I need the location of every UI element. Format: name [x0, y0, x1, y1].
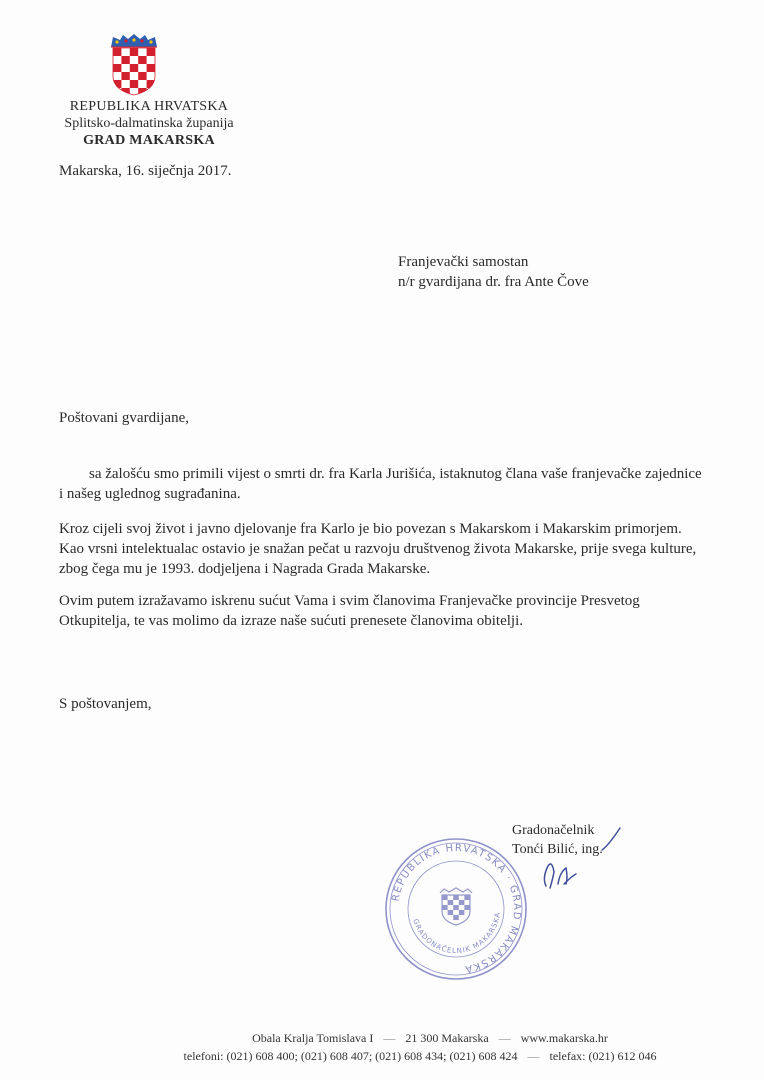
- paragraph-1-text: sa žalošću smo primili vijest o smrti dr. fra Karla Jurišića, istaknutog člana vaše franjevačke zajednice i našeg uglednog sugrađanina.: [59, 466, 702, 502]
- letter-date: Makarska, 16. siječnja 2017.: [59, 163, 232, 179]
- signatory-title: Gradonačelnik: [512, 823, 595, 838]
- letterhead-county: Splitsko-dalmatinska županija: [64, 116, 234, 131]
- footer-contact-line: telefoni: (021) 608 400; (021) 608 407; (021) 608 434; (021) 608 424 — telefax: (021) 612 046: [183, 1049, 657, 1063]
- croatian-coat-of-arms-icon: [108, 34, 160, 96]
- paragraph-2: Kroz cijeli svoj život i javno djelovanje fra Karlo je bio povezan s Makarskom i Makarskim primorjem. Kao vrsni intelektualac ostavio je snažan pečat u razvoju društvenog života Makarske, prije svega kulture, zbog čega mu je 1993. dodjeljena i Nagrada Grada Makarske.: [59, 521, 697, 577]
- letterhead: [59, 98, 239, 149]
- salutation: Poštovani gvardijane,: [59, 410, 189, 426]
- letterhead-country: REPUBLIKA HRVATSKA: [69, 99, 229, 114]
- footer-phones: telefoni: (021) 608 400; (021) 608 407; (021) 608 434; (021) 608 424: [183, 1049, 518, 1063]
- paragraph-3: Ovim putem izražavamo iskrenu sućut Vama i svim članovima Franjevačke provincije Presvetog Otkupitelja, te vas molimo da izraze naše sućuti prenesete članovima obitelji.: [59, 593, 640, 629]
- footer-fax: telefax: (021) 612 046: [549, 1049, 657, 1063]
- stamp-shield-icon: [440, 888, 472, 925]
- footer-address: Obala Kralja Tomislava I: [252, 1031, 374, 1045]
- closing: S poštovanjem,: [59, 696, 152, 712]
- signatory-name: Tonći Bilić, ing.: [512, 842, 603, 857]
- stamp-inner-text: GRADONAČELNIK MAKARSKA: [411, 911, 502, 956]
- recipient-line-2: n/r gvardijana dr. fra Ante Čove: [398, 274, 589, 290]
- recipient-block: [398, 252, 589, 292]
- footer-address-line: Obala Kralja Tomislava I — 21 300 Makarska — www.makarska.hr: [252, 1031, 608, 1045]
- paragraph-1: [59, 464, 709, 504]
- stamp-outer-text: REPUBLIKA HRVATSKA · GRAD MAKARSKA: [390, 842, 523, 975]
- recipient-line-1: Franjevački samostan: [398, 254, 529, 270]
- official-stamp: [382, 835, 530, 983]
- footer-website: www.makarska.hr: [520, 1031, 608, 1045]
- handwritten-signature: [532, 826, 642, 896]
- footer-postal: 21 300 Makarska: [405, 1031, 489, 1045]
- letterhead-city: GRAD MAKARSKA: [83, 133, 215, 148]
- crown: [111, 34, 157, 47]
